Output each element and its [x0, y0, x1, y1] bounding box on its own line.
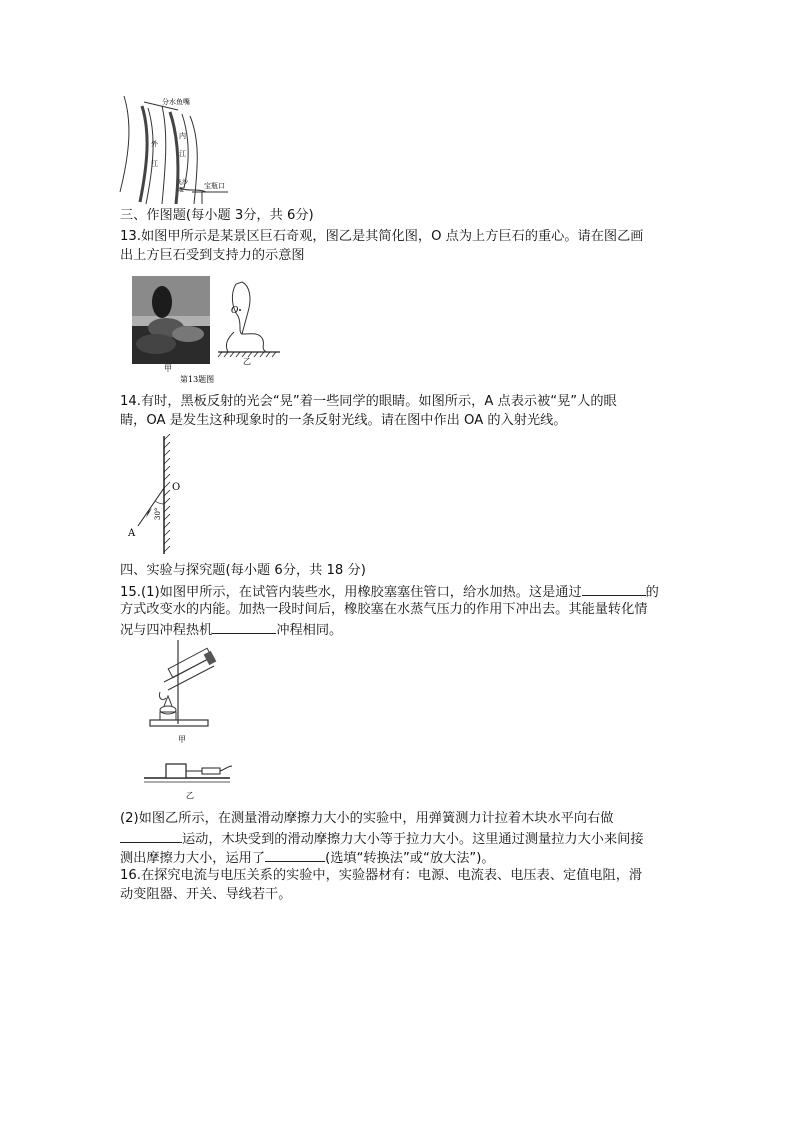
q15-line1-part1: 15.(1)如图甲所示，在试管内装些水，用橡胶塞塞住管口，给水加热。这是通过	[120, 585, 582, 600]
figure-14-mirror-diagram	[124, 432, 194, 556]
q15-blank-1[interactable]	[582, 582, 646, 596]
q15-blank-3[interactable]	[120, 829, 182, 843]
fig14-label-O: O	[172, 482, 181, 493]
fig12-label-left1: 外	[151, 140, 158, 148]
q16-text-line2: 动变阻器、开关、导线若干。	[120, 887, 292, 902]
q15-p2-line3-part1: 测出摩擦力大小，运用了	[120, 851, 266, 866]
fig13-caption: 第13题图	[180, 375, 215, 384]
q15-p2-line3	[120, 848, 680, 868]
section-3-heading: 三、作图题(每小题 3分，共 6分)	[120, 208, 314, 223]
q15-p2-line3-part2: (选填“转换法”或“放大法”)。	[325, 851, 495, 866]
fig12-label-left2: 江	[151, 160, 158, 168]
fig15-label-jia: 甲	[178, 735, 186, 744]
q15-p2-line1: (2)如图乙所示，在测量滑动摩擦力大小的实验中，用弹簧测力计拉着木块水平向右做	[120, 811, 614, 826]
fig13-label-O: O	[231, 306, 239, 316]
fig13-label-jia: 甲	[164, 364, 172, 373]
q15-line3-part2: 冲程相同。	[276, 623, 343, 638]
q13-text-line2: 出上方巨石受到支持力的示意图	[120, 248, 305, 263]
fig12-label-right1: 内	[179, 132, 186, 140]
fig14-angle-label: 30°	[154, 507, 162, 520]
q15-blank-4[interactable]	[265, 848, 325, 862]
fig14-label-A: A	[128, 528, 136, 539]
q15-blank-2[interactable]	[212, 620, 276, 634]
q15-text-line2: 方式改变水的内能。加热一段时间后，橡胶塞在水蒸气压力的作用下冲出去。其能量转化情	[120, 602, 648, 617]
q15-p2-line2-text: 运动，木块受到的滑动摩擦力大小等于拉力大小。这里通过测量拉力大小来间接	[182, 832, 644, 847]
q15-text-line1	[120, 582, 680, 602]
fig12-label-bottom1: 飞沙	[176, 179, 189, 186]
q15-p2-line2	[120, 829, 680, 849]
q15-line1-part2: 的	[645, 585, 659, 600]
figure-15-jia-test-tube	[140, 636, 220, 746]
q16-text-line1: 16.在探究电流与电压关系的实验中，实验器材有：电源、电流表、电压表、定值电阻，滑	[120, 868, 643, 883]
q14-text-line1: 14.有时，黑板反射的光会“晃”着一些同学的眼睛。如图所示，A 点表示被“晃”人的眼	[120, 394, 617, 409]
fig12-label-bottom3: 宝瓶口	[204, 182, 225, 190]
fig12-label-right2: 江	[179, 150, 186, 158]
fig12-label-bottom2: 堰	[178, 187, 185, 194]
q13-text-line1: 13.如图甲所示是某景区巨石奇观，图乙是其简化图，O 点为上方巨石的重心。请在图乙画	[120, 229, 644, 244]
figure-15-yi-friction	[140, 756, 240, 802]
fig13-label-yi: 乙	[243, 357, 251, 366]
figure-13-drawing	[130, 272, 290, 390]
section-4-heading: 四、实验与探究题(每小题 6分，共 18 分)	[120, 563, 366, 578]
figure-13	[130, 272, 290, 390]
fig15-label-yi: 乙	[186, 791, 194, 800]
q15-line3-part1: 况与四冲程热机	[120, 623, 213, 638]
fig12-label-top: 分水鱼嘴	[162, 98, 190, 106]
figure-12-river-diagram	[118, 92, 238, 208]
q14-text-line2: 睛，OA 是发生这种现象时的一条反射光线。请在图中作出 OA 的入射光线。	[120, 413, 567, 428]
